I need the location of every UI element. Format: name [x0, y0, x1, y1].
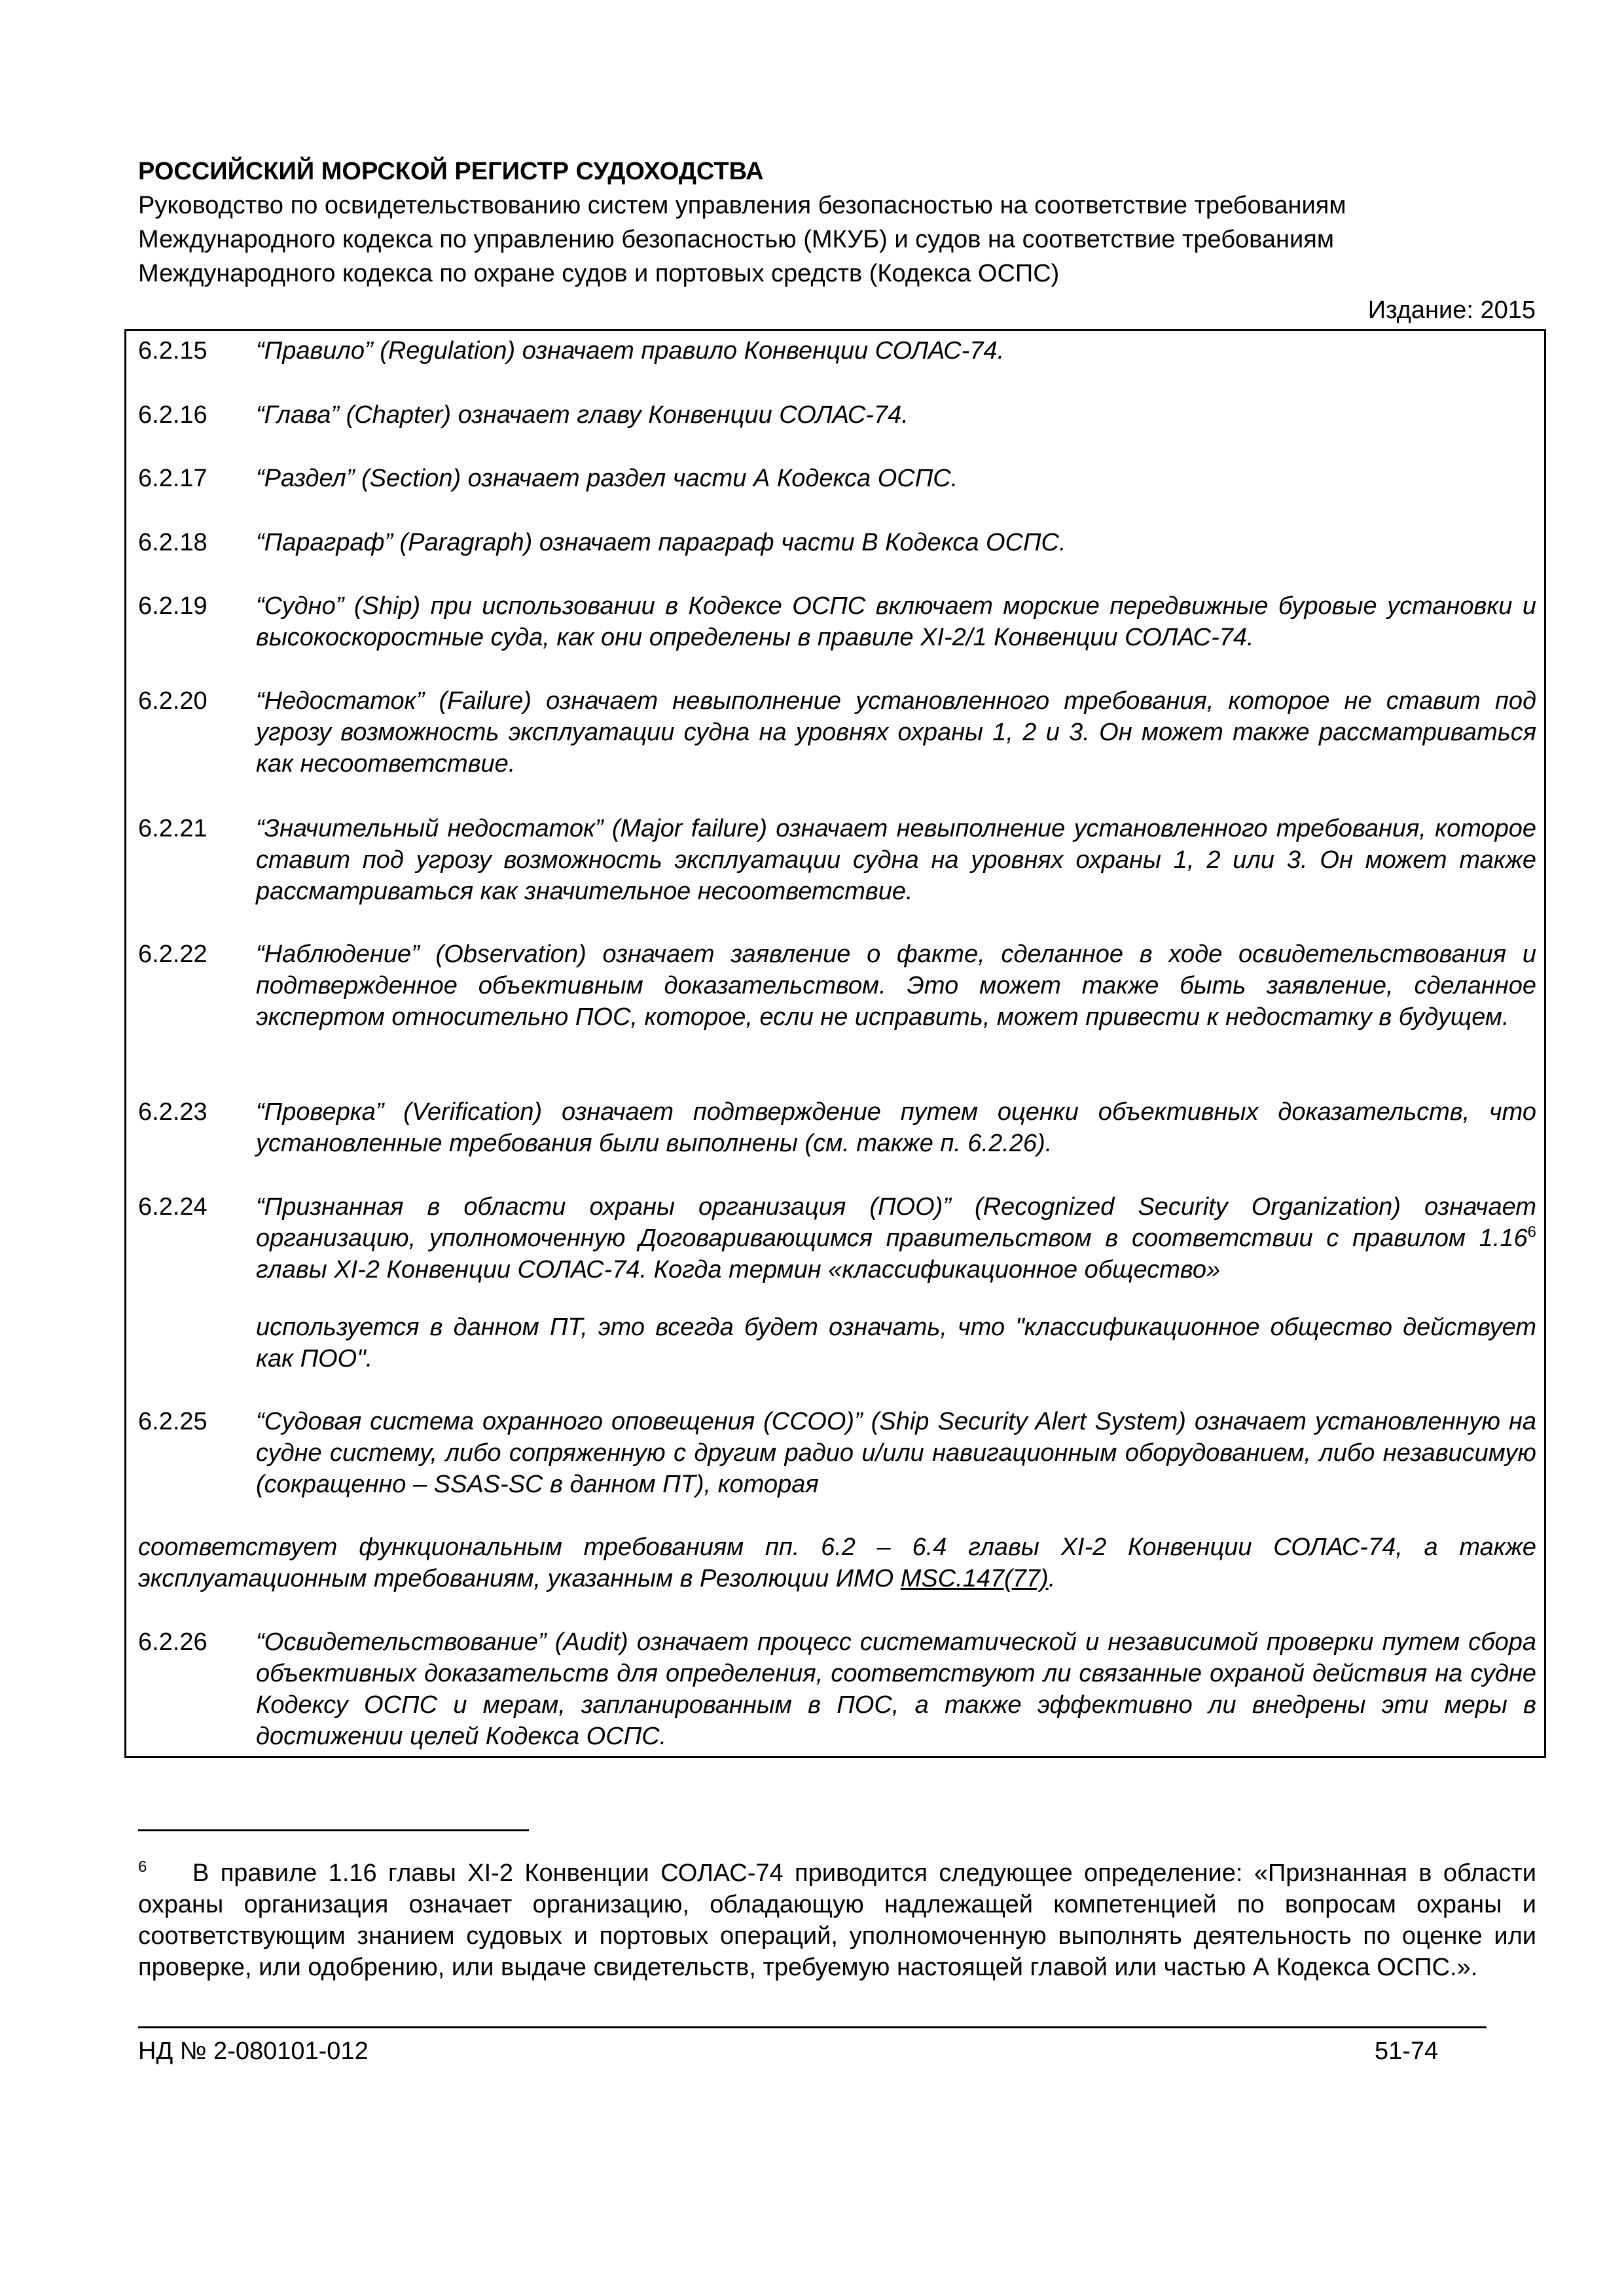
definition-item-continuation	[138, 1532, 1536, 1594]
item-number: 6.2.23	[138, 1098, 208, 1126]
definition-item	[138, 1191, 1536, 1285]
item-text: “Признанная в области охраны организация (ПОО)” (Recognized Security Organization) означает организацию, уполномоченную Договаривающимся правительством в соответствии с правилом 1.16$^6$ главы XI-2 Конвенции СОЛАС-74. Когда термин «классификационное общество»	[256, 1193, 1536, 1283]
item-text: “Судовая система охранного оповещения (ССОО)” (Ship Security Alert System) означает установленную на судне систему, либо сопряженную с другим радио и/или навигационным оборудованием, либо независимую (сокращенно – SSAS-SC в данном ПТ), которая	[256, 1408, 1536, 1498]
item-text: “Недостаток” (Failure) означает невыполнение установленного требования, которое не ставит под угрозу возможность эксплуатации судна на уровнях охраны 1, 2 и 3. Он может также рассматриваться как несоответствие.	[256, 687, 1536, 778]
definition-item	[138, 399, 1536, 431]
footnote-separator	[138, 1829, 529, 1831]
item-number: 6.2.15	[138, 337, 208, 365]
definition-item	[138, 939, 1536, 1033]
definition-item	[138, 590, 1536, 653]
document-title-line-1: Руководство по освидетельствованию систем управления безопасностью на соответствие требованиям	[138, 192, 1346, 219]
resolution-link[interactable]: MSC.147(77)	[900, 1565, 1049, 1592]
definition-item	[138, 527, 1536, 558]
definition-item	[138, 813, 1536, 907]
definition-item-continuation	[138, 1312, 1536, 1374]
definition-item	[138, 685, 1536, 780]
item-number: 6.2.22	[138, 941, 208, 968]
footnote	[138, 1857, 1536, 1983]
definition-item	[138, 463, 1536, 494]
item-text: “Параграф” (Paragraph) означает параграф части В Кодекса ОСПС.	[256, 529, 1066, 556]
edition-label: Издание: 2015	[1367, 296, 1536, 324]
definition-item	[138, 335, 1536, 367]
item-number: 6.2.16	[138, 401, 208, 429]
definition-item	[138, 1406, 1536, 1500]
page-number: 51-74	[1375, 2037, 1439, 2065]
definition-item	[138, 1626, 1536, 1752]
item-number: 6.2.17	[138, 465, 208, 492]
item-text: “Проверка” (Verification) означает подтверждение путем оценки объективных доказательств, что установленные требования были выполнены (см. также п. 6.2.26).	[256, 1098, 1536, 1157]
item-number: 6.2.24	[138, 1193, 208, 1221]
definition-item	[138, 1096, 1536, 1159]
footnote-text: В правиле 1.16 главы XI-2 Конвенции СОЛАС-74 приводится следующее определение: «Признанная в области охраны организация означает организацию, обладающую надлежащей компетенцией по вопросам охраны и соответствующим знанием судовых и портовых операций, уполномоченную выполнять деятельность по оценке или проверке, или одобрению, или выдаче свидетельств, требуемую настоящей главой или частью А Кодекса ОСПС.».	[138, 1859, 1537, 1981]
document-title-line-3: Международного кодекса по охране судов и портовых средств (Кодекса ОСПС)	[138, 260, 1060, 287]
item-text: “Раздел” (Section) означает раздел части А Кодекса ОСПС.	[256, 465, 958, 492]
item-number: 6.2.21	[138, 815, 208, 842]
document-header	[138, 154, 1545, 291]
item-text: “Освидетельствование” (Audit) означает процесс систематической и независимой проверки путем сбора объективных доказательств для определения, соответствуют ли связанные охраной действия на судне Кодексу ОСПС и мерам, запланированным в ПОС, а также эффективно ли внедрены эти меры в достижении целей Кодекса ОСПС.	[256, 1628, 1536, 1750]
document-title-line-2: Международного кодекса по управлению безопасностью (МКУБ) и судов на соответствие требованиям	[138, 226, 1334, 253]
item-text-continuation: используется в данном ПТ, это всегда будет означать, что "классификационное общество действует как ПОО".	[256, 1314, 1536, 1372]
item-number: 6.2.18	[138, 529, 208, 556]
item-number: 6.2.25	[138, 1408, 208, 1435]
footer-rule	[138, 2026, 1487, 2028]
item-text: “Судно” (Ship) при использовании в Кодексе ОСПС включает морские передвижные буровые установки и высокоскоростные суда, как они определены в правиле XI-2/1 Конвенции СОЛАС-74.	[256, 592, 1536, 651]
item-text: “Наблюдение” (Observation) означает заявление о факте, сделанное в ходе освидетельствования и подтвержденное объективным доказательством. Это может также быть заявление, сделанное экспертом относительно ПОС, которое, если не исправить, может привести к недостатку в будущем.	[256, 941, 1536, 1031]
item-text-continuation: соответствует функциональным требованиям пп. 6.2 – 6.4 главы XI-2 Конвенции СОЛАС-74, а также эксплуатационным требованиям, указанным в Резолюции ИМО MSC.147(77).	[138, 1534, 1536, 1592]
item-number: 6.2.19	[138, 592, 208, 620]
item-text: “Правило” (Regulation) означает правило Конвенции СОЛАС-74.	[256, 337, 1005, 365]
item-text: “Значительный недостаток” (Major failure) означает невыполнение установленного требования, которое ставит под угрозу возможность эксплуатации судна на уровнях охраны 1, 2 или 3. Он может также рассматриваться как значительное несоответствие.	[256, 815, 1536, 905]
footnote-reference[interactable]: 6	[1527, 1223, 1536, 1241]
document-number: НД № 2-080101-012	[138, 2037, 369, 2065]
organization-name: РОССИЙСКИЙ МОРСКОЙ РЕГИСТР СУДОХОДСТВА	[138, 158, 764, 185]
item-number: 6.2.26	[138, 1628, 208, 1656]
item-number: 6.2.20	[138, 687, 208, 715]
item-text: “Глава” (Chapter) означает главу Конвенции СОЛАС-74.	[256, 401, 909, 429]
footnote-mark: 6	[138, 1858, 147, 1876]
